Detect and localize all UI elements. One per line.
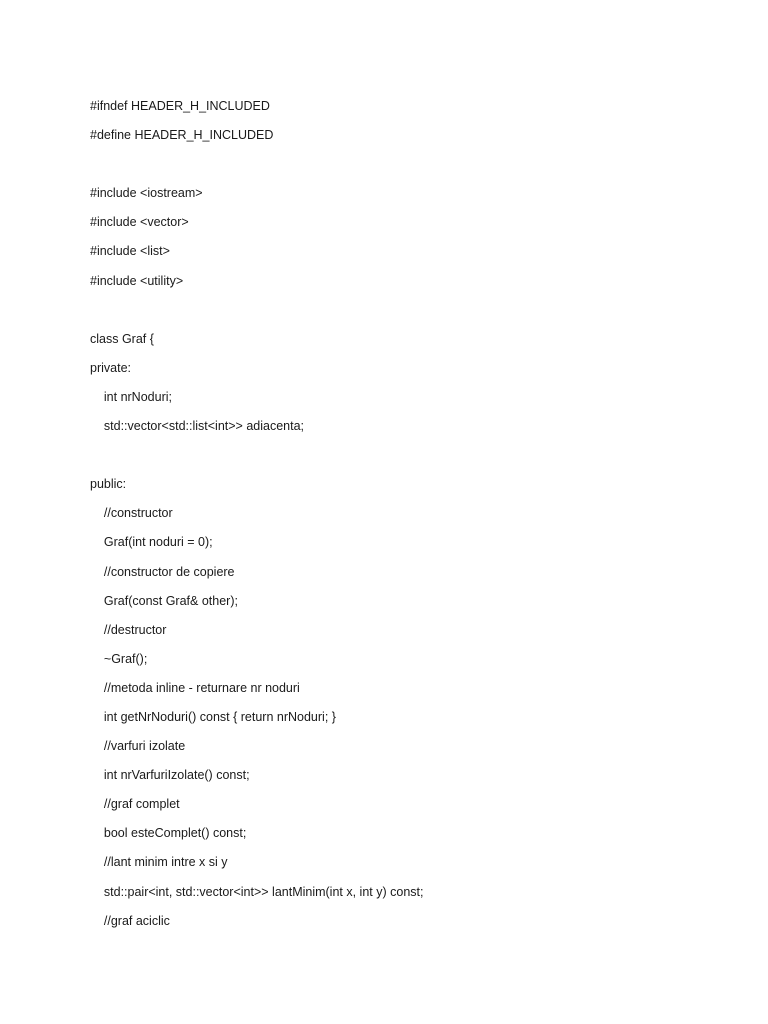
code-line: public: [90, 477, 127, 492]
code-line: #include <iostream> [90, 186, 203, 201]
code-line: #include <utility> [90, 273, 184, 288]
code-line: #include <list> [90, 244, 170, 259]
code-line: private: [90, 360, 131, 375]
code-line [90, 296, 423, 325]
code-line: ~Graf(); [90, 651, 148, 666]
code-listing [90, 92, 423, 936]
code-line: //constructor de copiere [90, 564, 235, 579]
code-line: std::vector<std::list<int>> adiacenta; [90, 419, 305, 434]
code-line: Graf(int noduri = 0); [90, 535, 213, 550]
code-line: int nrVarfuriIzolate() const; [90, 768, 250, 783]
code-line: //graf aciclic [90, 913, 170, 928]
code-line [90, 441, 423, 470]
code-line: std::pair<int, std::vector<int>> lantMinim(int x, int y) const; [90, 884, 424, 899]
code-line: //metoda inline - returnare nr noduri [90, 680, 300, 695]
code-line: class Graf { [90, 331, 154, 346]
code-line: int getNrNoduri() const { return nrNoduri; } [90, 709, 336, 724]
code-line: #ifndef HEADER_H_INCLUDED [90, 99, 270, 113]
code-line: Graf(const Graf& other); [90, 593, 238, 608]
code-line: //varfuri izolate [90, 739, 186, 754]
code-line: #include <vector> [90, 215, 189, 230]
code-line: //lant minim intre x si y [90, 855, 228, 870]
code-line: bool esteComplet() const; [90, 826, 247, 841]
code-line: #define HEADER_H_INCLUDED [90, 128, 274, 143]
code-line: int nrNoduri; [90, 389, 172, 404]
code-line: //constructor [90, 506, 173, 521]
code-line: //destructor [90, 622, 167, 637]
code-line: //graf complet [90, 797, 180, 812]
code-line [90, 150, 423, 179]
